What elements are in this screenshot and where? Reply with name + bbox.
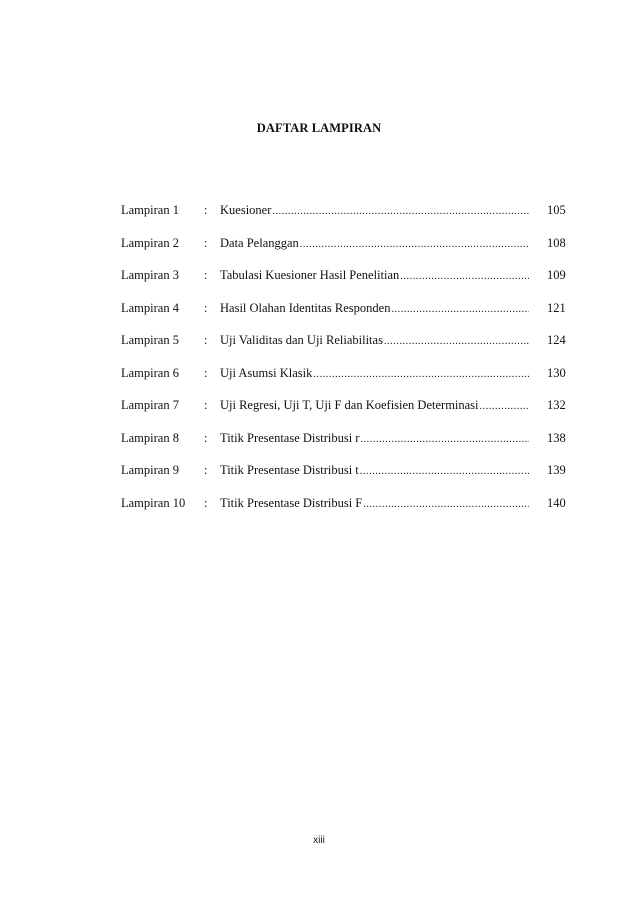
appendix-title: Tabulasi Kuesioner Hasil Penelitian bbox=[220, 268, 400, 282]
appendix-entry bbox=[220, 496, 529, 511]
appendix-title: Uji Regresi, Uji T, Uji F dan Koefisien Determinasi bbox=[220, 398, 479, 412]
page-title: DAFTAR LAMPIRAN bbox=[256, 121, 382, 135]
separator: : bbox=[204, 235, 208, 250]
dot-leader bbox=[400, 268, 529, 283]
appendix-page-number: 109 bbox=[547, 268, 566, 282]
appendix-label: Lampiran 6 bbox=[121, 365, 179, 380]
appendix-page-number: 108 bbox=[547, 235, 566, 250]
dot-leader bbox=[360, 463, 529, 478]
appendix-title: Uji Asumsi Klasik bbox=[220, 365, 313, 380]
separator: : bbox=[204, 203, 208, 217]
separator: : bbox=[204, 333, 208, 347]
appendix-title: Titik Presentase Distribusi F bbox=[220, 495, 363, 510]
separator: : bbox=[204, 268, 208, 282]
appendix-entry bbox=[220, 203, 529, 218]
appendix-label: Lampiran 3 bbox=[121, 268, 179, 282]
list-item bbox=[121, 493, 573, 526]
appendix-entry bbox=[220, 268, 529, 283]
appendix-entry bbox=[220, 236, 529, 251]
separator: : bbox=[204, 398, 208, 412]
appendix-title: Titik Presentase Distribusi t bbox=[220, 463, 359, 477]
separator: : bbox=[204, 365, 208, 380]
appendix-page-number: 121 bbox=[547, 300, 566, 315]
appendix-label: Lampiran 8 bbox=[121, 430, 179, 445]
appendix-title: Kuesioner bbox=[220, 203, 272, 217]
appendix-label: Lampiran 10 bbox=[121, 495, 186, 510]
appendix-entry bbox=[220, 431, 529, 446]
appendix-label: Lampiran 7 bbox=[121, 398, 179, 412]
separator: : bbox=[204, 463, 208, 477]
dot-leader bbox=[391, 301, 529, 316]
list-item bbox=[121, 395, 573, 428]
appendix-label: Lampiran 2 bbox=[121, 235, 179, 250]
dot-leader bbox=[300, 236, 529, 251]
list-item bbox=[121, 265, 573, 298]
separator: : bbox=[204, 300, 208, 315]
list-item bbox=[121, 428, 573, 461]
dot-leader bbox=[384, 333, 529, 348]
appendix-page-number: 132 bbox=[547, 398, 566, 412]
appendix-page-number: 124 bbox=[547, 333, 566, 347]
appendix-page-number: 130 bbox=[547, 365, 566, 380]
appendix-page-number: 140 bbox=[547, 495, 566, 510]
separator: : bbox=[204, 430, 208, 445]
appendix-label: Lampiran 5 bbox=[121, 333, 179, 347]
appendix-title: Uji Validitas dan Uji Reliabilitas bbox=[220, 333, 383, 347]
appendix-label: Lampiran 1 bbox=[121, 203, 179, 217]
appendix-page-number: 138 bbox=[547, 430, 566, 445]
list-item bbox=[121, 460, 573, 493]
appendix-label: Lampiran 4 bbox=[121, 300, 179, 315]
appendix-page-number: 139 bbox=[547, 463, 566, 477]
appendix-list bbox=[121, 200, 573, 525]
dot-leader bbox=[360, 431, 529, 446]
dot-leader bbox=[480, 398, 529, 413]
dot-leader bbox=[272, 203, 529, 218]
dot-leader bbox=[313, 366, 529, 381]
list-item bbox=[121, 330, 573, 363]
dot-leader bbox=[363, 496, 529, 511]
list-item bbox=[121, 298, 573, 331]
list-item bbox=[121, 200, 573, 233]
list-item bbox=[121, 233, 573, 266]
appendix-entry bbox=[220, 301, 529, 316]
appendix-title: Hasil Olahan Identitas Responden bbox=[220, 300, 391, 315]
appendix-entry bbox=[220, 463, 529, 478]
appendix-label: Lampiran 9 bbox=[121, 463, 179, 477]
appendix-page-number: 105 bbox=[547, 203, 566, 217]
appendix-entry bbox=[220, 366, 529, 381]
appendix-entry bbox=[220, 398, 529, 413]
appendix-title: Data Pelanggan bbox=[220, 235, 299, 250]
list-item bbox=[121, 363, 573, 396]
appendix-title: Titik Presentase Distribusi r bbox=[220, 430, 360, 445]
appendix-entry bbox=[220, 333, 529, 348]
footer-page-number: xiii bbox=[313, 835, 325, 846]
separator: : bbox=[204, 495, 208, 510]
